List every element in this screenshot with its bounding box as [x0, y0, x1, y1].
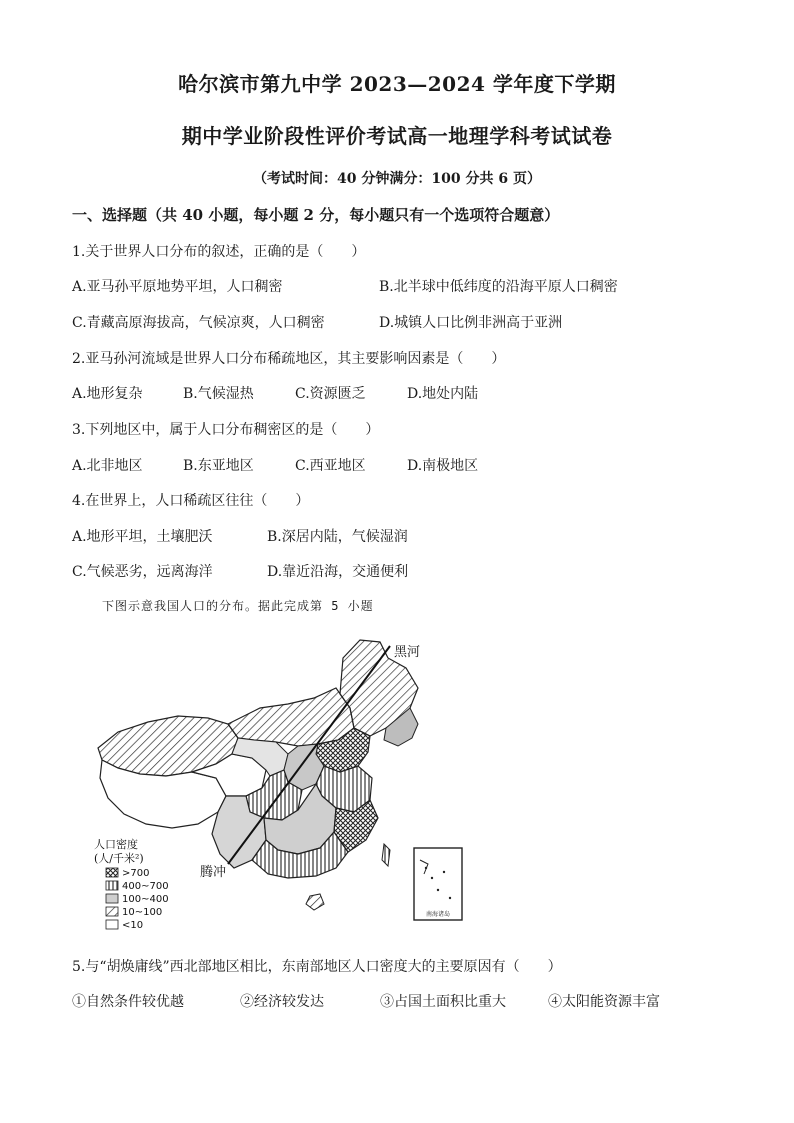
- q3-stem: 3.下列地区中，属于人口分布稠密区的是（ ）: [72, 422, 380, 438]
- q2-option-c: C.资源匮乏: [295, 386, 366, 402]
- q1-option-c: C.青藏高原海拔高，气候凉爽，人口稠密: [72, 315, 325, 331]
- label-tengchong: 腾冲: [200, 865, 227, 880]
- map-caption: 下图示意我国人口的分布。据此完成第 5 小题: [102, 599, 374, 613]
- legend-title-1: 人口密度: [94, 838, 138, 851]
- q1-stem: 1.关于世界人口分布的叙述，正确的是（ ）: [72, 244, 366, 260]
- q3-option-a: A.北非地区: [72, 458, 143, 474]
- q2-stem: 2.亚马孙河流域是世界人口分布稀疏地区，其主要影响因素是（ ）: [72, 351, 506, 367]
- section-heading: 一、选择题（共 40 小题，每小题 2 分，每小题只有一个选项符合题意）: [72, 206, 560, 224]
- q5-option-4: ④太阳能资源丰富: [548, 994, 660, 1010]
- inner-mongolia-region: [228, 688, 354, 746]
- q5-option-3: ③占国土面积比重大: [380, 994, 506, 1010]
- legend-item: >700: [122, 868, 150, 879]
- q4-option-b: B.深居内陆，气候湿润: [267, 529, 408, 545]
- q1-option-d: D.城镇人口比例非洲高于亚洲: [379, 315, 563, 331]
- q4-stem: 4.在世界上，人口稀疏区往往（ ）: [72, 493, 310, 509]
- q5-option-1: ①自然条件较优越: [72, 994, 184, 1010]
- q2-option-b: B.气候湿热: [183, 386, 254, 402]
- legend-item: <10: [122, 920, 144, 931]
- q4-option-c: C.气候恶劣，远离海洋: [72, 564, 213, 580]
- q3-option-b: B.东亚地区: [183, 458, 254, 474]
- q4-option-a: A.地形平坦，土壤肥沃: [72, 529, 213, 545]
- exam-title-line1: 哈尔滨市第九中学 2023—2024 学年度下学期: [178, 72, 616, 96]
- label-heihe: 黑河: [394, 645, 421, 660]
- q5-option-2: ②经济较发达: [240, 994, 324, 1010]
- legend-item: 10~100: [122, 907, 163, 918]
- q4-option-d: D.靠近沿海，交通便利: [267, 564, 409, 580]
- q1-option-a: A.亚马孙平原地势平坦，人口稠密: [72, 279, 283, 295]
- legend-item: 400~700: [122, 881, 169, 892]
- taiwan-island: [382, 844, 390, 866]
- china-population-density-map: [88, 628, 468, 938]
- map-legend: [94, 837, 169, 931]
- legend-title-2: (人/千米²): [94, 852, 144, 865]
- inset-label: 南海诸岛: [425, 911, 451, 918]
- q5-stem: 5.与“胡焕庸线”西北部地区相比，东南部地区人口密度大的主要原因有（ ）: [72, 959, 562, 975]
- exam-title-line2: 期中学业阶段性评价考试高一地理学科考试试卷: [181, 124, 613, 148]
- q3-option-d: D.南极地区: [407, 458, 479, 474]
- hainan-island: [306, 894, 324, 910]
- exam-info: （考试时间：40 分钟满分：100 分共 6 页）: [253, 171, 541, 187]
- legend-item: 100~400: [122, 894, 169, 905]
- south-china-sea-inset: [414, 848, 462, 920]
- q1-option-b: B.北半球中低纬度的沿海平原人口稠密: [379, 279, 618, 295]
- q2-option-d: D.地处内陆: [407, 386, 479, 402]
- q3-option-c: C.西亚地区: [295, 458, 366, 474]
- q2-option-a: A.地形复杂: [72, 386, 143, 402]
